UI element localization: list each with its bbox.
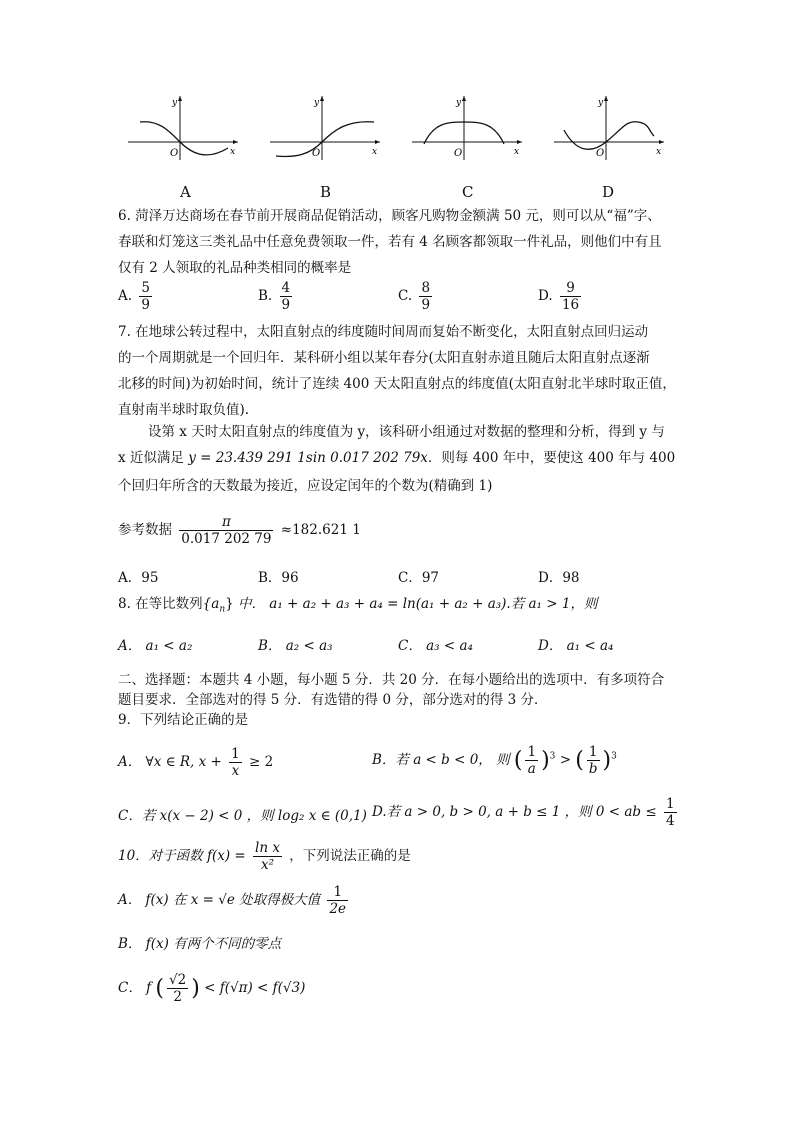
q7-line5: 设第 x 天时太阳直射点的纬度值为 y，该科研小组通过对数据的整理和分析，得到 y 与 bbox=[148, 424, 665, 440]
q7-line1: 7. 在地球公转过程中，太阳直射点的纬度随时间周而复始不断变化，太阳直射点回归运动 bbox=[118, 324, 649, 340]
graph-label-d: D bbox=[602, 183, 615, 201]
svg-text:O: O bbox=[312, 148, 321, 159]
svg-text:O: O bbox=[454, 148, 463, 159]
q6-line2: 春联和灯笼这三类礼品中任意免费领取一件，若有 4 名顾客都领取一件礼品，则他们中有且 bbox=[118, 234, 662, 250]
svg-text:y: y bbox=[598, 98, 604, 108]
svg-text:y: y bbox=[314, 98, 320, 108]
q9-stem: 9．下列结论正确的是 bbox=[118, 712, 249, 728]
q10-option-b: B． f(x) 有两个不同的零点 bbox=[118, 936, 282, 952]
q6-option-b: B. $\frac{4}{9}$ bbox=[258, 280, 291, 313]
section2-line2: 题目要求．全部选对的得 5 分．有选错的得 0 分，部分选对的得 3 分． bbox=[118, 692, 548, 708]
q8-option-a: A． a₁ < a₂ bbox=[118, 638, 193, 654]
q6-option-a: A. $\frac{5}{9}$ bbox=[118, 280, 150, 313]
q7-option-a: A．95 bbox=[118, 570, 159, 586]
q8-stem: 8. 在等比数列$\{a_n\}$ 中． a₁ + a₂ + a₃ + a₄ = ln(a₁ + a₂ + a₃).若 a₁ > 1，则 bbox=[118, 596, 598, 615]
graph-label-b: B bbox=[320, 183, 332, 201]
q10-option-a: A． f(x) 在 x = √e 处取得极大值 $\frac{1}{2e}$ bbox=[118, 884, 347, 917]
q7-line3: 北移的时间)为初始时间，统计了连续 400 天太阳直射点的纬度值(太阳直射北半球时取正值， bbox=[118, 376, 676, 392]
q9-option-a: A． ∀x ∈ R, x + $\frac{1}{x}$ ≥ 2 bbox=[118, 746, 274, 779]
graph-b bbox=[262, 92, 392, 162]
q8-option-b: B． a₂ < a₃ bbox=[258, 638, 333, 654]
graph-label-a: A bbox=[180, 183, 191, 201]
svg-text:O: O bbox=[170, 148, 179, 159]
q7-line7: 个回归年所含的天数最为接近，应设定闰年的个数为(精确到 1) bbox=[118, 478, 493, 494]
graph-a bbox=[120, 92, 250, 162]
q9-option-d: D.若 a > 0, b > 0, a + b ≤ 1 ，则 0 < ab ≤ $\frac{1}{4}$ bbox=[372, 796, 675, 829]
q9-option-c: C．若 x(x − 2) < 0 ，则 log₂ x ∈ (0,1) bbox=[118, 808, 367, 824]
q8-option-d: D． a₁ < a₄ bbox=[538, 638, 614, 654]
svg-text:y: y bbox=[456, 98, 462, 108]
section2-line1: 二、选择题：本题共 4 小题，每小题 5 分．共 20 分．在每小题给出的选项中．有多项符合 bbox=[118, 672, 665, 688]
q6-line1: 6. 菏泽万达商场在春节前开展商品促销活动，顾客凡购物金额满 50 元，则可以从“福”字、 bbox=[118, 208, 661, 224]
q8-option-c: C． a₃ < a₄ bbox=[398, 638, 473, 654]
q7-option-d: D．98 bbox=[538, 570, 580, 586]
q10-option-c: C． f ( $\frac{√2}{2}$ ) < f(√π) < f(√3) bbox=[118, 972, 306, 1005]
svg-text:x: x bbox=[656, 147, 662, 157]
graph-c bbox=[404, 92, 534, 162]
q7-line6: x 近似满足 y = 23.439 291 1sin 0.017 202 79x．则每 400 年中，要使这 400 年与 400 bbox=[118, 450, 676, 466]
q7-reference: 参考数据 $\frac{\pi}{0.017 202 79}$ ≈182.621 1 bbox=[118, 514, 361, 547]
q7-line2: 的一个周期就是一个回归年．某科研小组以某年春分(太阳直射赤道且随后太阳直射点逐渐 bbox=[118, 350, 650, 366]
graph-a-y: y bbox=[172, 98, 178, 108]
q6-line3: 仅有 2 人领取的礼品种类相同的概率是 bbox=[118, 260, 352, 276]
q6-option-c: C. $\frac{8}{9}$ bbox=[398, 280, 431, 313]
graph-d bbox=[546, 92, 676, 162]
q7-line4: 直射南半球时取负值). bbox=[118, 402, 250, 418]
svg-text:O: O bbox=[596, 148, 605, 159]
q9-option-b: B．若 a < b < 0， 则 ( $\frac{1}{a}$ )$^3$ > ( $\frac{1}{b}$ )$^3$ bbox=[372, 744, 617, 777]
q7-option-b: B．96 bbox=[258, 570, 299, 586]
graph-label-c: C bbox=[462, 183, 474, 201]
svg-text:x: x bbox=[230, 147, 236, 157]
q6-option-d: D. $\frac{9}{16}$ bbox=[538, 280, 580, 313]
q7-option-c: C．97 bbox=[398, 570, 440, 586]
svg-text:x: x bbox=[372, 147, 378, 157]
q10-stem: 10．对于函数 f(x) = $\frac{\text{ln x}}{\text{x²}}$ ，下列说法正确的是 bbox=[118, 840, 411, 873]
svg-text:x: x bbox=[514, 147, 520, 157]
